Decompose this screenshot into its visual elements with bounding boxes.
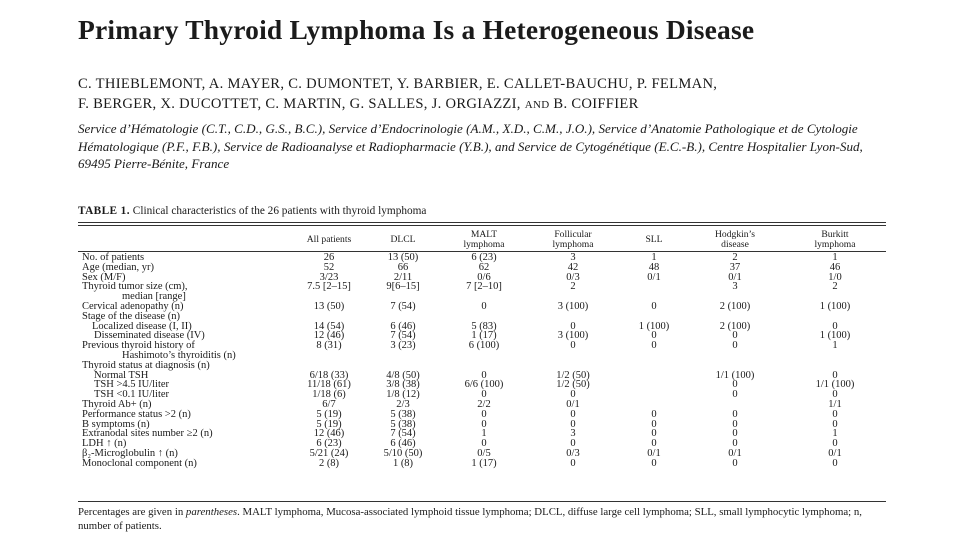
table-cell: 0 — [732, 379, 738, 391]
table-cell: 0 — [481, 418, 487, 430]
table-cell: 7 [2–10] — [466, 281, 502, 293]
column-header: DLCL — [390, 233, 416, 245]
table-cell: 0 — [732, 340, 738, 352]
table-cell — [362, 351, 444, 361]
table-cell: 9[6–15] — [386, 281, 420, 293]
table-cell: 0 — [481, 389, 487, 401]
table-cell: 0 — [651, 457, 657, 469]
table-cell: 14 (54) — [313, 320, 345, 332]
row-label: Thyroid tumor size (cm), — [82, 281, 188, 293]
table-cell: 3 — [570, 252, 576, 263]
table-cell: 3 — [732, 281, 738, 293]
table-cell: 1/2 (50) — [556, 369, 590, 381]
table-cell: 3 (100) — [557, 330, 589, 342]
table-cell: 8 (31) — [316, 340, 342, 352]
column-header: SLL — [645, 233, 663, 245]
row-label: Disseminated disease (IV) — [94, 330, 205, 342]
table-cell: 5 (38) — [390, 418, 416, 430]
table-footnote: Percentages are given in parentheses. MALT lymphoma, Mucosa-associated lymphoid tissue lymphoma; DLCL, diffuse large cell lymphoma; SLL, small lymphocytic lymphoma; n, number of patients. — [78, 506, 862, 532]
table-cell: 11/18 (61) — [307, 379, 351, 391]
table-cell: 4/8 (50) — [386, 369, 420, 381]
table-cell: 0 — [732, 428, 738, 440]
row-label: No. of patients — [82, 252, 145, 263]
table-cell: 0 — [651, 438, 657, 450]
table-label: TABLE 1. — [78, 205, 130, 217]
table-cell: 5/21 (24) — [309, 447, 349, 459]
table-cell: 0 — [570, 457, 576, 469]
table-cell: 52 — [323, 261, 335, 273]
table-cell: 48 — [648, 261, 660, 273]
table-cell: 3 (100) — [557, 300, 589, 312]
table-cell: 1/18 (6) — [312, 389, 346, 401]
table-cell: 2 — [570, 281, 576, 293]
table-cell: 1 (100) — [819, 300, 851, 312]
table-cell: 0 — [481, 438, 487, 450]
table-cell — [622, 351, 686, 361]
table-cell: 0 — [651, 408, 657, 420]
table-cell: 66 — [397, 261, 409, 273]
table-cell — [622, 282, 686, 292]
table-cell: 62 — [478, 261, 490, 273]
column-header: All patients — [306, 233, 352, 245]
table-cell: 0 — [732, 418, 738, 430]
table-cell: 0 — [651, 340, 657, 352]
table-cell: 0 — [481, 300, 487, 312]
table-cell: 3/8 (38) — [386, 379, 420, 391]
table-cell: 0 — [481, 408, 487, 420]
table-bottom-rule — [78, 501, 886, 502]
table-cell: 0 — [732, 330, 738, 342]
table-cell: 1 (100) — [819, 330, 851, 342]
row-label: Normal TSH — [94, 369, 149, 381]
table-cell: 0 — [732, 389, 738, 401]
table-cell: 2 (100) — [719, 300, 751, 312]
table-top-rule-2 — [78, 225, 886, 226]
page-title: Primary Thyroid Lymphoma Is a Heterogeneous Disease — [78, 14, 755, 45]
row-label: Thyroid status at diagnosis (n) — [82, 359, 210, 371]
table-cell: 1 (17) — [471, 457, 497, 469]
column-header: MALT lymphoma — [463, 228, 505, 250]
table-cell: 13 (50) — [313, 300, 345, 312]
table-cell: 42 — [567, 261, 579, 273]
table-cell: 1 — [481, 428, 487, 440]
table-cell: 0 — [570, 408, 576, 420]
table-cell — [622, 371, 686, 381]
table-cell: 1 (8) — [392, 457, 414, 469]
row-label: Localized disease (I, II) — [92, 320, 192, 332]
table-cell — [622, 380, 686, 390]
table-cell: 0 — [732, 457, 738, 469]
table-cell — [524, 351, 622, 361]
table-cell: 5 (38) — [390, 408, 416, 420]
table-cell: 1/0 — [828, 271, 842, 283]
table-cell: 0/1 — [728, 271, 742, 283]
clinical-table — [82, 228, 886, 469]
table-cell: 3 (23) — [390, 340, 416, 352]
author-line-2-end: B. COIFFIER — [553, 96, 639, 112]
table-cell: 6 (23) — [471, 252, 497, 263]
column-header: Burkitt lymphoma — [814, 228, 856, 250]
table-cell: 0 — [481, 369, 487, 381]
table-cell: 0 — [651, 300, 657, 312]
table-cell: 0 — [832, 320, 838, 332]
table-cell — [784, 351, 886, 361]
table-cell: 0/3 — [566, 447, 580, 459]
table-cell: 0 — [570, 438, 576, 450]
table-header-row — [82, 228, 886, 251]
table-cell: 5/10 (50) — [383, 447, 423, 459]
table-cell — [296, 351, 362, 361]
table-cell: 0 — [570, 320, 576, 332]
column-header: Hodgkin’s disease — [715, 228, 755, 250]
table-cell: 0/6 — [477, 271, 491, 283]
table-cell: 6 (46) — [390, 320, 416, 332]
table-cell: 0/3 — [566, 271, 580, 283]
table-cell: 7 (54) — [390, 300, 416, 312]
table-cell: 6 (23) — [316, 438, 342, 450]
table-cell: 26 — [323, 252, 335, 263]
table-cell: 1 — [832, 428, 838, 440]
table-cell: 1/2 (50) — [556, 379, 590, 391]
table-cell: 5 (83) — [471, 320, 497, 332]
table-cell: 0 — [570, 418, 576, 430]
table-cell: 1 (17) — [471, 330, 497, 342]
row-label: Extranodal sites number ≥2 (n) — [82, 428, 213, 440]
row-label: Monoclonal component (n) — [82, 457, 197, 469]
row-label: Sex (M/F) — [82, 271, 126, 283]
table-cell: 7 (54) — [390, 330, 416, 342]
table-cell: 0 — [832, 438, 838, 450]
table-cell: 0/1 — [728, 447, 742, 459]
table-row — [82, 282, 886, 292]
row-label: Performance status >2 (n) — [82, 408, 191, 420]
table-cell: 1 — [651, 252, 657, 263]
author-line-1: C. THIEBLEMONT, A. MAYER, C. DUMONTET, Y. BARBIER, E. CALLET-BAUCHU, P. FELMAN, — [78, 76, 718, 92]
table-cell: 6/7 — [322, 398, 336, 410]
table-cell: 12 (46) — [313, 428, 345, 440]
table-cell: 2/3 — [396, 398, 410, 410]
table-cell: 5 (19) — [316, 408, 342, 420]
table-cell: 0/5 — [477, 447, 491, 459]
table-caption — [78, 205, 426, 217]
table-cell: 0 — [732, 438, 738, 450]
table-cell: 37 — [729, 261, 741, 273]
table-cell — [444, 351, 524, 361]
row-label: Hashimoto’s thyroiditis (n) — [122, 349, 236, 361]
table-cell: 0 — [570, 340, 576, 352]
table-row — [82, 302, 886, 312]
table-cell: 2 — [832, 281, 838, 293]
table-cell: 0 — [832, 408, 838, 420]
row-label: Age (median, yr) — [82, 261, 155, 273]
row-label: TSH >4.5 IU/liter — [94, 379, 170, 391]
table-cell: 2/11 — [393, 271, 413, 283]
row-label: Stage of the disease (n) — [82, 310, 180, 322]
row-label: Cervical adenopathy (n) — [82, 300, 184, 312]
table-cell — [622, 361, 686, 371]
author-list — [78, 74, 888, 115]
table-cell: 0 — [651, 428, 657, 440]
table-cell: 1 (100) — [638, 320, 670, 332]
row-label: LDH ↑ (n) — [82, 438, 127, 450]
table-cell: 7 (54) — [390, 428, 416, 440]
footnote-italic: parentheses — [185, 506, 238, 518]
table-row — [82, 459, 886, 469]
row-label: Previous thyroid history of — [82, 340, 195, 352]
affiliation: Service d’Hématologie (C.T., C.D., G.S., B.C.), Service d’Endocrinologie (A.M., X.D., C.M., J.O.), Service d’Anatomie Pathologique et de Cytologie Hématologique (P.F., F.B.), Service de Radioanalyse et Radiopharmacie (Y.B.), and Service de Cytogénétique (E.C.-B.), Centre Hospitalier Lyon-Sud, 69495 Pierre-Bénite, France — [78, 121, 863, 171]
column-header: Follicular lymphoma — [552, 228, 594, 250]
author-line-2-main: F. BERGER, X. DUCOTTET, C. MARTIN, G. SALLES, J. ORGIAZZI, — [78, 96, 521, 112]
row-label: β₂-Microglobulin ↑ (n) — [82, 447, 178, 459]
table-cell: 2/2 — [477, 398, 491, 410]
table-cell: 1/1 (100) — [715, 369, 755, 381]
table-cell: 1/1 (100) — [815, 379, 855, 391]
table-cell: 3 — [570, 428, 576, 440]
table-cell — [622, 390, 686, 400]
table-cell: 0 — [832, 457, 838, 469]
table-cell: 12 (46) — [313, 330, 345, 342]
table-cell: 0 — [651, 418, 657, 430]
table-cell: 5 (19) — [316, 418, 342, 430]
author-and: AND — [524, 99, 550, 111]
table-cell: 2 — [732, 252, 738, 263]
table-cell: 13 (50) — [387, 252, 419, 263]
table-cell: 46 — [829, 261, 841, 273]
table-cell: 7.5 [2–15] — [307, 281, 351, 293]
table-cell: 2 (8) — [318, 457, 340, 469]
table-caption-text: Clinical characteristics of the 26 patients with thyroid lymphoma — [132, 205, 427, 217]
table-cell: 0 — [832, 418, 838, 430]
table-cell: 1 — [832, 252, 838, 263]
table-cell: 0 — [732, 408, 738, 420]
table-cell: 6/18 (33) — [309, 369, 349, 381]
table-cell: 0/1 — [566, 398, 580, 410]
table-cell: 0 — [832, 389, 838, 401]
row-label: Thyroid Ab+ (n) — [82, 398, 152, 410]
table-cell: 0/1 — [647, 447, 661, 459]
table-cell: 0 — [832, 369, 838, 381]
author-line-2 — [78, 94, 888, 115]
table-cell: 0 — [651, 330, 657, 342]
row-label: B symptoms (n) — [82, 418, 150, 430]
table-cell: 0/1 — [647, 271, 661, 283]
table-cell: 1 — [832, 340, 838, 352]
table-cell: 0 — [570, 389, 576, 401]
table-cell: 3/23 — [319, 271, 339, 283]
row-label: median [range] — [122, 291, 186, 303]
table-cell — [686, 351, 784, 361]
table-cell: 0/1 — [828, 447, 842, 459]
table-cell: 6/6 (100) — [464, 379, 504, 391]
table-cell: 2 (100) — [719, 320, 751, 332]
table-top-rule — [78, 222, 886, 223]
table-cell: 1/8 (12) — [386, 389, 420, 401]
table-cell: 1/1 — [828, 398, 842, 410]
row-label: TSH <0.1 IU/liter — [94, 389, 170, 401]
column-header — [82, 228, 296, 251]
table-cell: 6 (46) — [390, 438, 416, 450]
table-cell: 6 (100) — [468, 340, 500, 352]
